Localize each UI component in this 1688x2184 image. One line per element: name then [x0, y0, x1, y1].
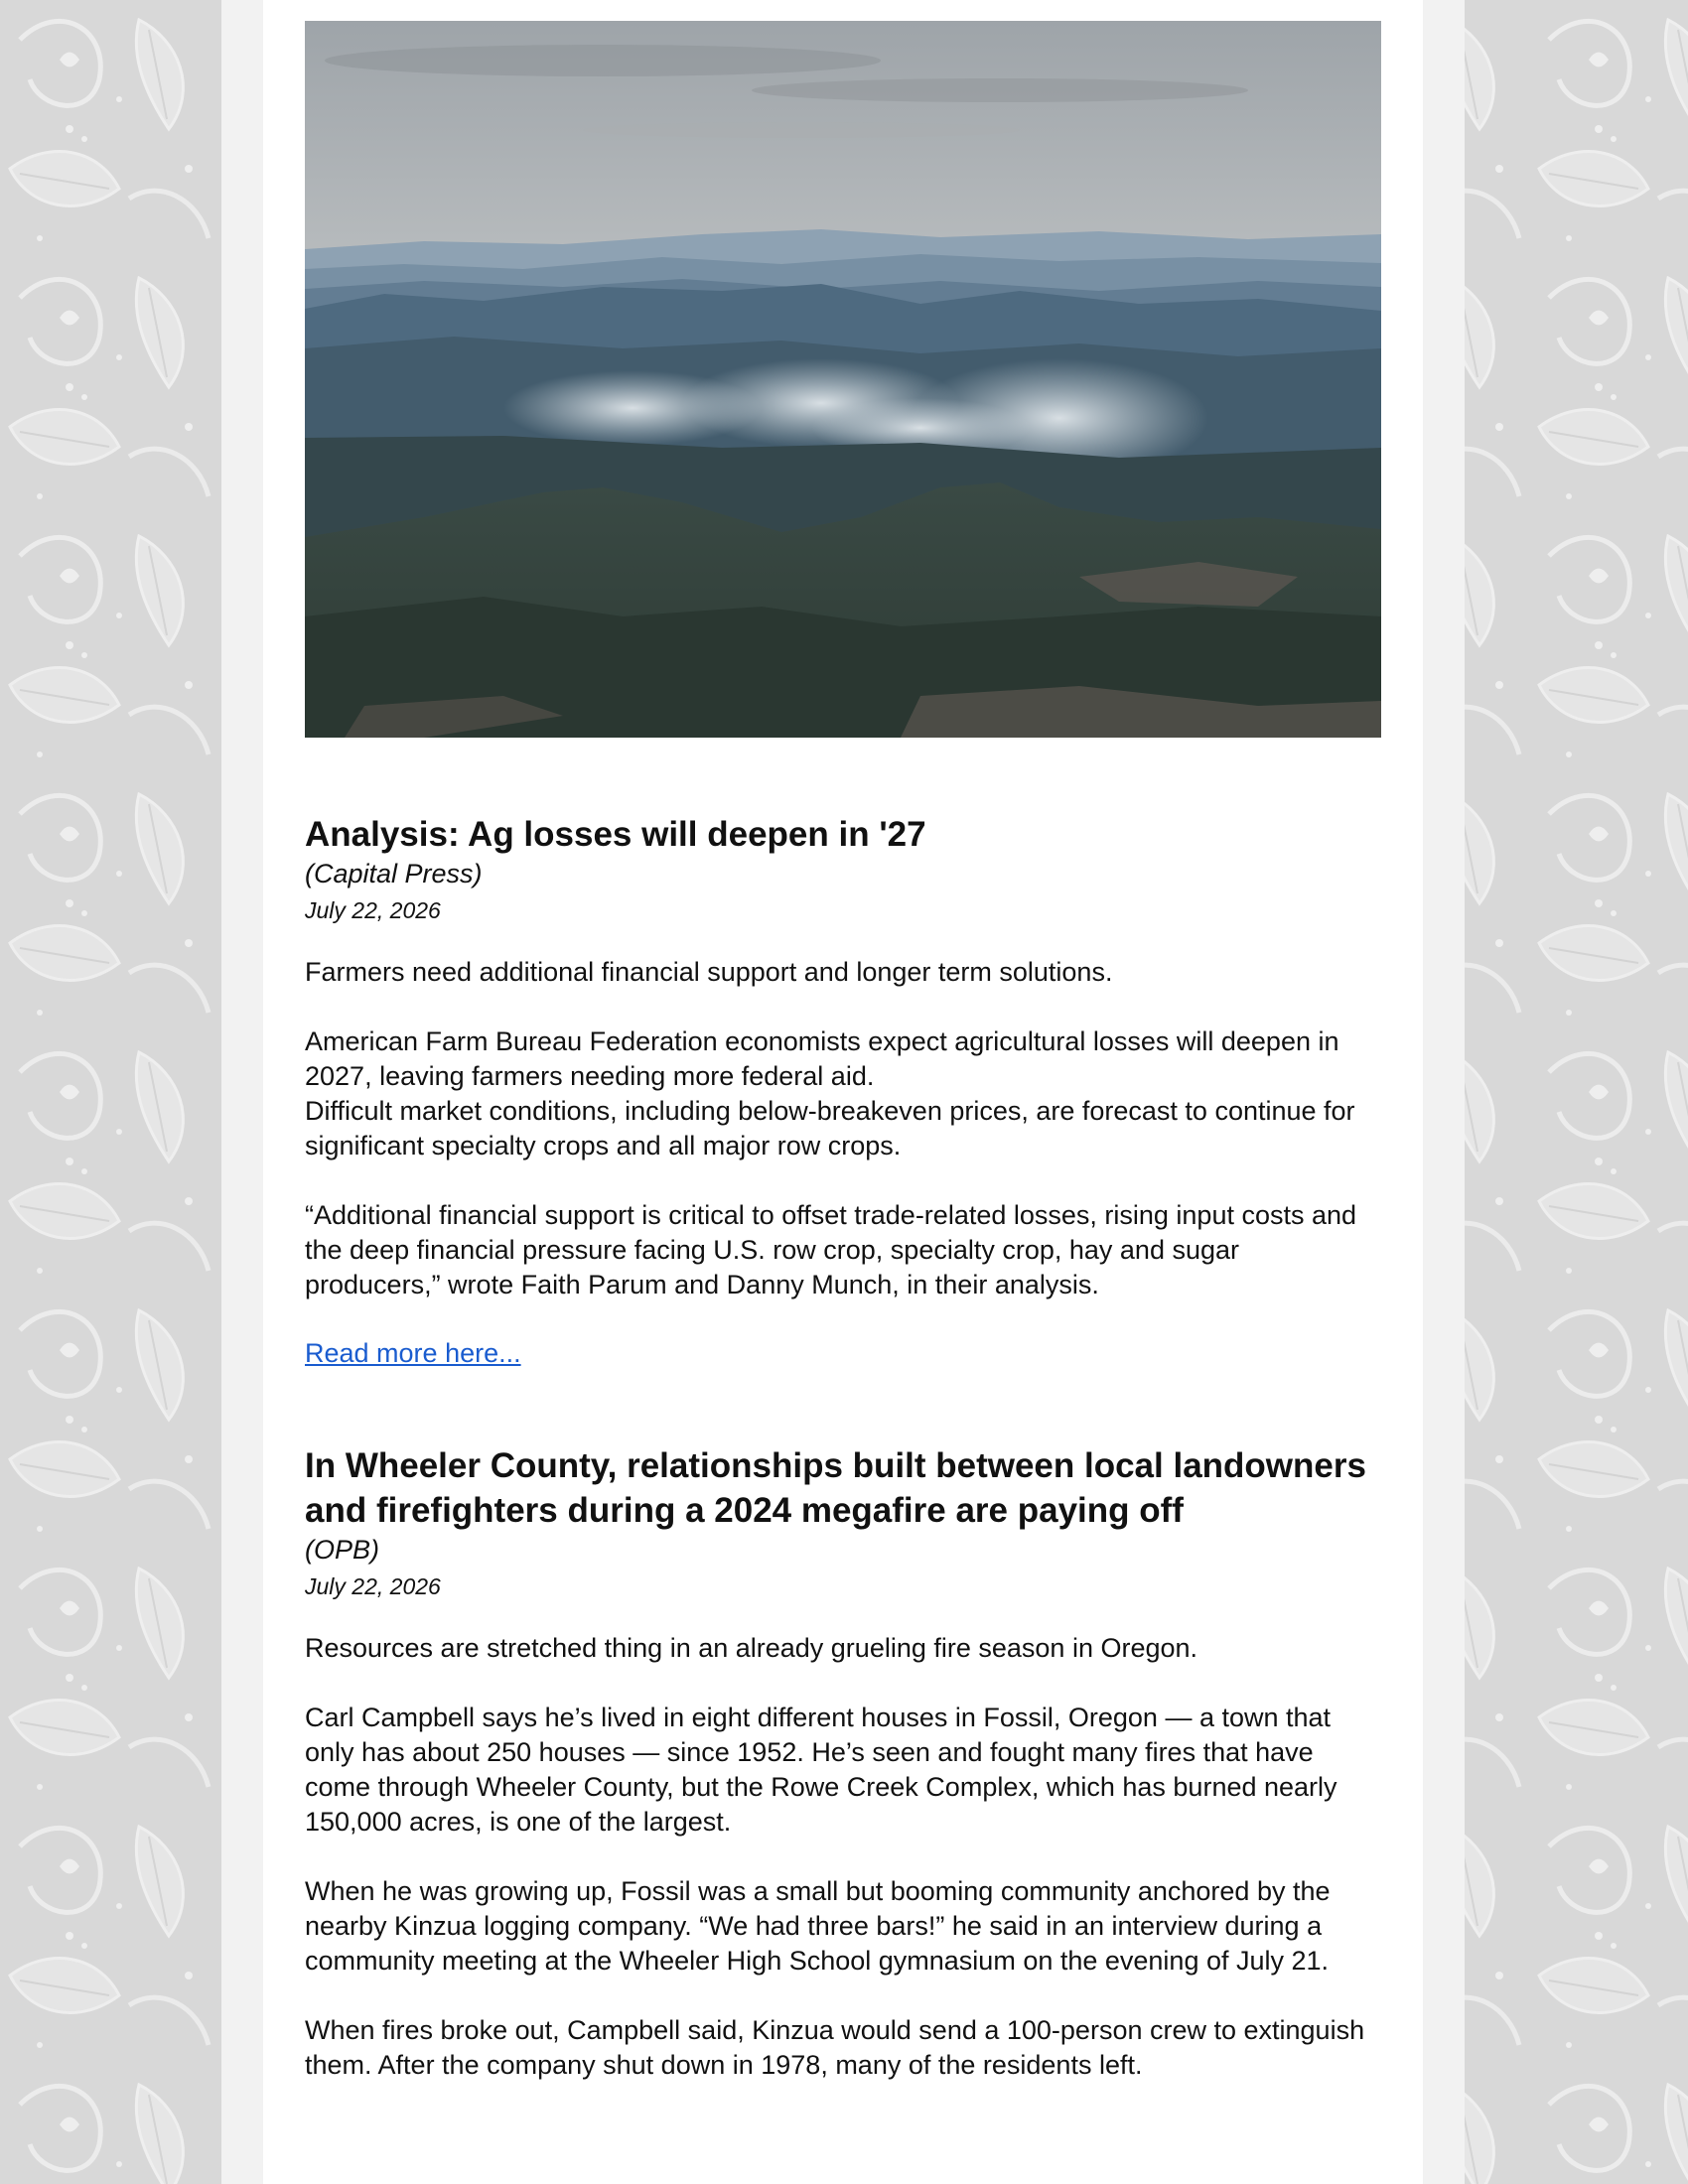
article-ag-losses [305, 812, 1381, 1371]
article-date: July 22, 2026 [305, 1573, 441, 1599]
article-source: (OPB) [305, 1535, 380, 1565]
article-paragraph: Carl Campbell says he’s lived in eight different houses in Fossil, Oregon — a town that only has about 250 houses — since 1952. He’s seen and fought many fires that have come through Wheeler County, but the Rowe Creek Complex, which has burned nearly 150,000 acres, is one of the largest. [305, 1703, 1337, 1837]
newsletter-body [305, 21, 1381, 2083]
article-title: Analysis: Ag losses will deepen in '27 [305, 815, 926, 854]
article-paragraph: When fires broke out, Campbell said, Kinzua would send a 100-person crew to extinguish them. After the company shut down in 1978, many of the residents left. [305, 2015, 1365, 2080]
article-wheeler-county [305, 1443, 1381, 2083]
article-paragraph: Farmers need additional financial support and longer term solutions. [305, 957, 1113, 987]
article-paragraph: Difficult market conditions, including below-breakeven prices, are forecast to continue for significant specialty crops and all major row crops. [305, 1096, 1355, 1160]
newsletter-content [263, 0, 1423, 2184]
article-paragraph: American Farm Bureau Federation economists expect agricultural losses will deepen in 2027, leaving farmers needing more federal aid. [305, 1026, 1339, 1091]
article-paragraph: When he was growing up, Fossil was a small but booming community anchored by the nearby Kinzua logging company. “We had three bars!” he said in an interview during a community meeting at the Wheeler High School gymnasium on the evening of July 21. [305, 1876, 1331, 1976]
article-source: (Capital Press) [305, 859, 483, 888]
article-title: In Wheeler County, relationships built between local landowners and firefighters during a 2024 megafire are paying off [305, 1446, 1366, 1530]
article-date: July 22, 2026 [305, 897, 441, 923]
hero-image-wildfire-landscape [305, 21, 1381, 738]
article-paragraph: Resources are stretched thing in an already grueling fire season in Oregon. [305, 1633, 1198, 1663]
read-more-link[interactable]: Read more here... [305, 1338, 521, 1368]
article-paragraph: “Additional financial support is critical to offset trade-related losses, rising input costs and the deep financial pressure facing U.S. row crop, specialty crop, hay and sugar producers,” wrote Faith Parum and Danny Munch, in their analysis. [305, 1200, 1357, 1299]
